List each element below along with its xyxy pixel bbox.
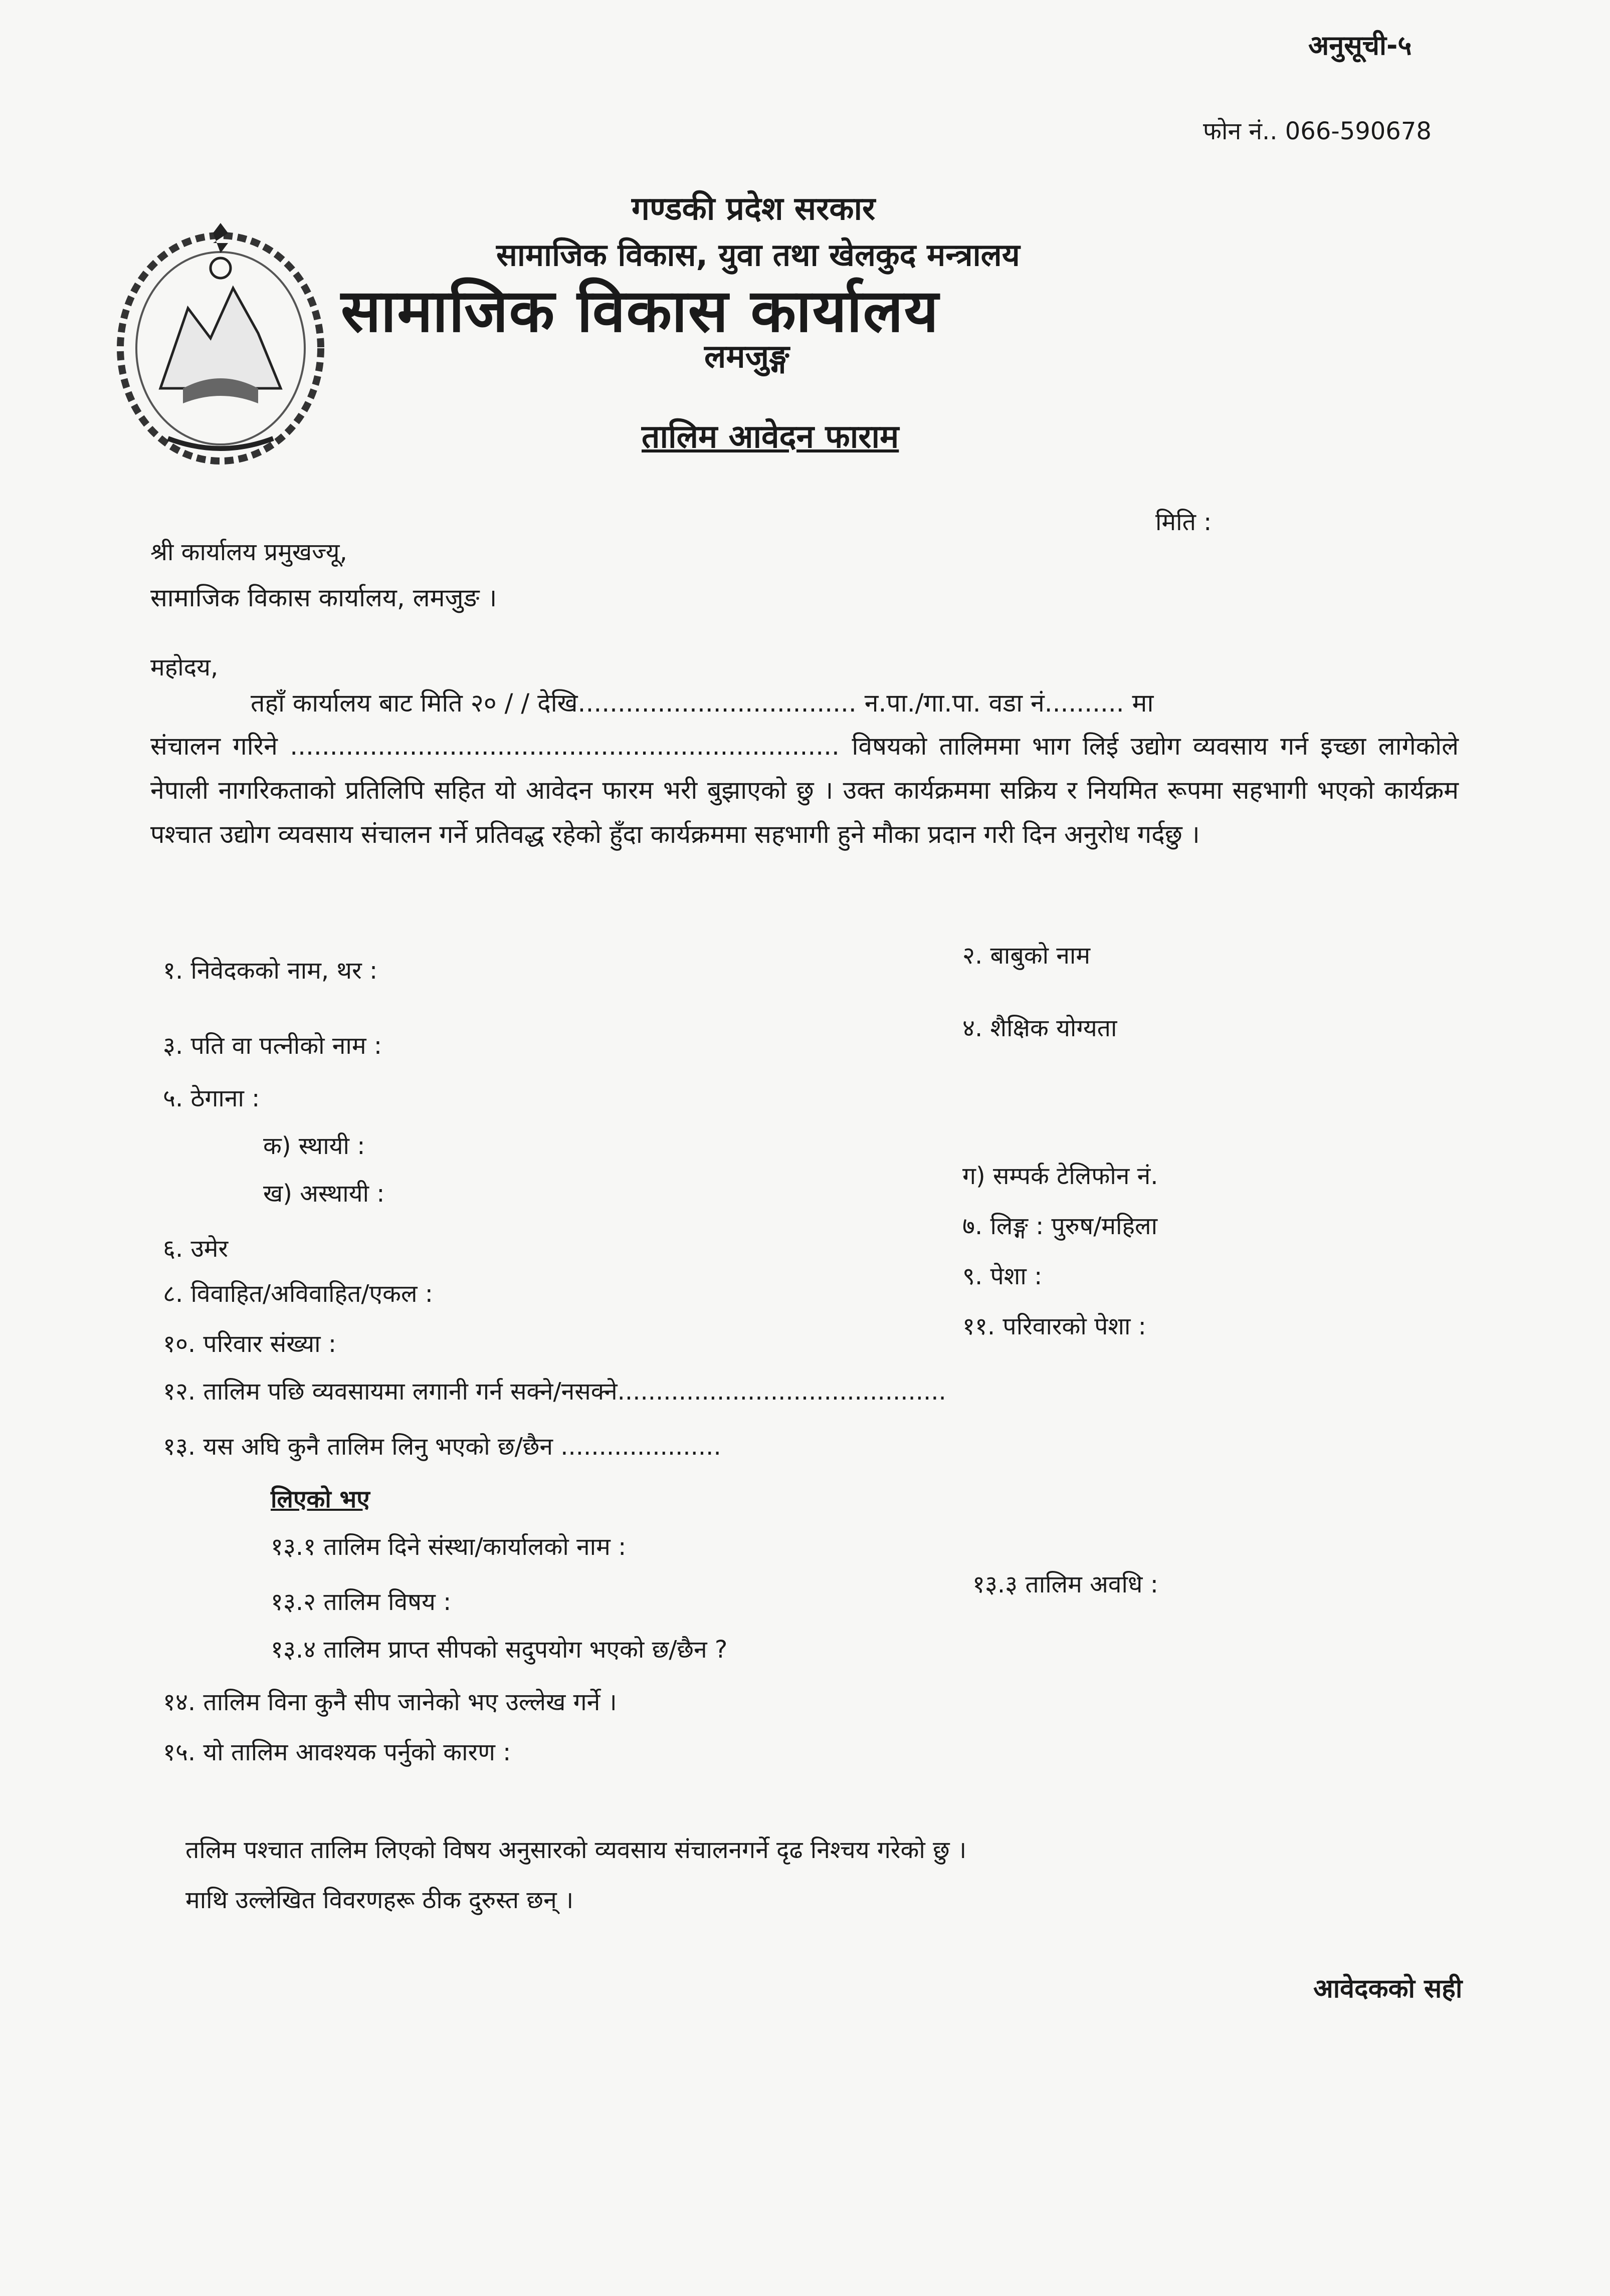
field-spouse-name: ३. पति वा पत्नीको नाम : [163, 1032, 382, 1060]
field-training-institute: १३.१ तालिम दिने संस्था/कार्यालको नाम : [271, 1533, 627, 1561]
office-title: सामाजिक विकास कार्यालय [341, 276, 940, 345]
field-address: ५. ठेगाना : [163, 1084, 260, 1112]
field-family-occupation: ११. परिवारको पेशा : [962, 1312, 1146, 1340]
form-title: तालिम आवेदन फाराम [642, 418, 899, 455]
nepal-emblem-icon [113, 223, 328, 466]
field-training-duration: १३.३ तालिम अवधि : [972, 1570, 1158, 1598]
government-title: गण्डकी प्रदेश सरकार [632, 190, 876, 227]
field-father-name: २. बाबुको नाम [962, 942, 1091, 970]
body-paragraph: संचालन गरिने ..................................................................... विषयको तालिममा भाग लिई उद्योग व्यवसाय गर्न इच्छा लागेकोले नेपाली नागरिकताको प्रतिलिपि सहित यो आवेदन फारम भरी बुझाएको छु । उक्त कार्यक्रममा सक्रिय र नियमित रूपमा सहभागी भएको कार्यक्रम पश्चात उद्योग व्यवसाय संचालन गर्ने प्रतिवद्ध रहेको हुँदा कार्यक्रममा सहभागी हुने मौका प्रदान गरी दिन अनुरोध गर्दछु । [150, 732, 1459, 849]
field-family-size: १०. परिवार संख्या : [163, 1330, 337, 1358]
field-previous-training: १३. यस अघि कुनै तालिम लिनु भएको छ/छैन ..................... [163, 1433, 721, 1461]
date-label: मिति : [1155, 508, 1212, 536]
field-education: ४. शैक्षिक योग्यता [962, 1014, 1117, 1042]
district-title: लमजुङ्ग [704, 338, 789, 375]
if-taken-heading: लिएको भए [271, 1485, 370, 1513]
salutation: महोदय, [150, 653, 219, 681]
field-existing-skills: १४. तालिम विना कुनै सीप जानेको भए उल्लेख गर्ने । [163, 1688, 617, 1716]
field-marital-status: ८. विवाहित/अविवाहित/एकल : [163, 1280, 433, 1308]
addressee-line-2: सामाजिक विकास कार्यालय, लमजुङ । [150, 583, 497, 612]
field-temporary-address: ख) अस्थायी : [263, 1180, 385, 1208]
declaration-line-2: माथि उल्लेखित विवरणहरू ठीक दुरुस्त छन् । [185, 1886, 574, 1914]
applicant-signature-label: आवेदकको सही [1313, 1974, 1463, 2004]
field-applicant-name: १. निवेदकको नाम, थर : [163, 957, 378, 985]
phone-number: फोन नं.. 066-590678 [1203, 117, 1432, 145]
field-training-reason: १५. यो तालिम आवश्यक पर्नुको कारण : [163, 1738, 511, 1766]
annex-label: अनुसूची-५ [1308, 30, 1412, 61]
field-gender: ७. लिङ्ग : पुरुष/महिला [962, 1212, 1158, 1240]
declaration-line-1: तलिम पश्चात तालिम लिएको विषय अनुसारको व्यवसाय संचालनगर्ने दृढ निश्चय गरेको छु । [185, 1836, 967, 1864]
field-permanent-address: क) स्थायी : [263, 1132, 365, 1160]
field-occupation: ९. पेशा : [962, 1262, 1043, 1290]
addressee-line-1: श्री कार्यालय प्रमुखज्यू, [150, 538, 347, 566]
field-skill-utilization: १३.४ तालिम प्राप्त सीपको सदुपयोग भएको छ/छैन ? [271, 1636, 728, 1664]
field-investment-capacity: १२. तालिम पछि व्यवसायमा लगानी गर्न सक्ने/नसक्ने........................................... [163, 1377, 946, 1406]
field-training-subject: १३.२ तालिम विषय : [271, 1588, 452, 1616]
body-first-line: तहाँ कार्यालय बाट मिति २० / / देखि................................... न.पा./गा.पा. वडा नं.......... मा [251, 688, 1154, 718]
ministry-title: सामाजिक विकास, युवा तथा खेलकुद मन्त्रालय [496, 237, 1020, 273]
field-age: ६. उमेर [163, 1235, 229, 1263]
field-contact-phone: ग) सम्पर्क टेलिफोन नं. [962, 1162, 1158, 1190]
